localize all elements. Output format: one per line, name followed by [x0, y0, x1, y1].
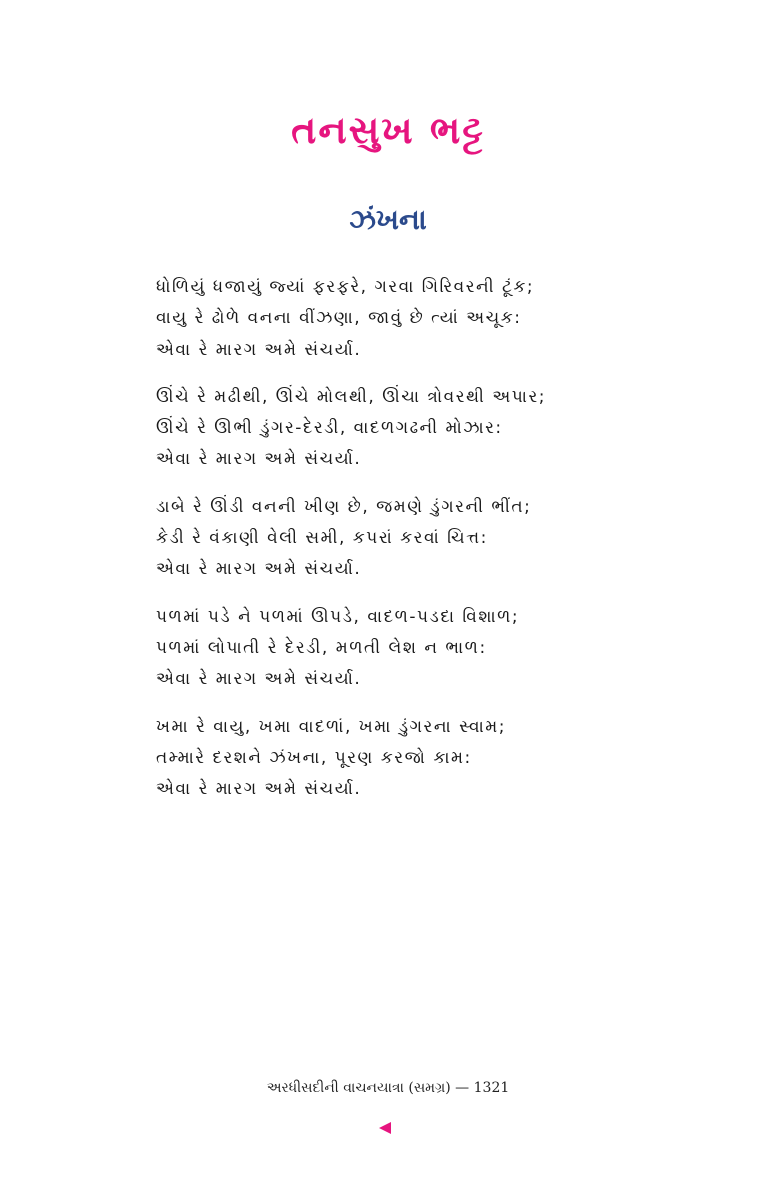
poem-line: પળમાં લોપાતી રે દેરડી, મળતી લેશ ન ભાળ: [156, 637, 487, 658]
poem-title: ઝંખના [349, 203, 427, 236]
poem-line: ઊંચે રે ઊભી ડુંગર-દેરડી, વાદળગઢની મોઝાર: [156, 418, 503, 439]
poem-body [156, 272, 636, 821]
poem-line: વાયુ રે ઢોળે વનના વીંઝણા, જાવું છે ત્યાં અચૂક: [156, 308, 522, 329]
page-footer: અરધીસદીની વાચનયાત્રા (સમગ્ર) — 1321 [266, 1080, 510, 1096]
poem-line: ઊંચે રે મઢીથી, ઊંચે મોલથી, ઊંચા ત્રોવરથી અપાર; [156, 386, 546, 407]
poem-line: કેડી રે વંકાણી વેલી સમી, કપરાં કરવાં ચિત્ત: [156, 528, 488, 549]
poem-line: ડાબે રે ઊંડી વનની ખીણ છે, જમણે ડુંગરની ભીંત; [156, 496, 532, 517]
poem-refrain: એવા રે મારગ અમે સંચર્યા. [156, 449, 362, 470]
author-name: તનસુખ ભટ્ટ [291, 108, 485, 152]
poem-line: તમ્મારે દરશને ઝંખના, પૂરણ કરજો કામ: [156, 747, 472, 768]
poem-refrain: એવા રે મારગ અમે સંચર્યા. [156, 779, 362, 800]
stanza-1 [156, 272, 636, 366]
poem-line: ધોળિયું ધજાયું જ્યાં ફરફરે, ગરવા ગિરિવરની ટૂંક; [156, 277, 535, 297]
poem-refrain: એવા રે મારગ અમે સંચર્યા. [156, 339, 362, 360]
poem-line: પળમાં પડે ને પળમાં ઊપડે, વાદળ-પડદા વિશાળ; [156, 606, 520, 627]
triangle-left-icon[interactable] [379, 1122, 391, 1134]
poem-refrain: એવા રે મારગ અમે સંચર્યા. [156, 559, 362, 580]
poem-line: ખમા રે વાયુ, ખમા વાદળાં, ખમા ડુંગરના સ્વામ; [156, 716, 506, 737]
stanza-4 [156, 602, 636, 696]
stanza-3 [156, 492, 636, 586]
stanza-2 [156, 382, 636, 476]
stanza-5 [156, 712, 636, 806]
poem-refrain: એવા રે મારગ અમે સંચર્યા. [156, 669, 362, 690]
